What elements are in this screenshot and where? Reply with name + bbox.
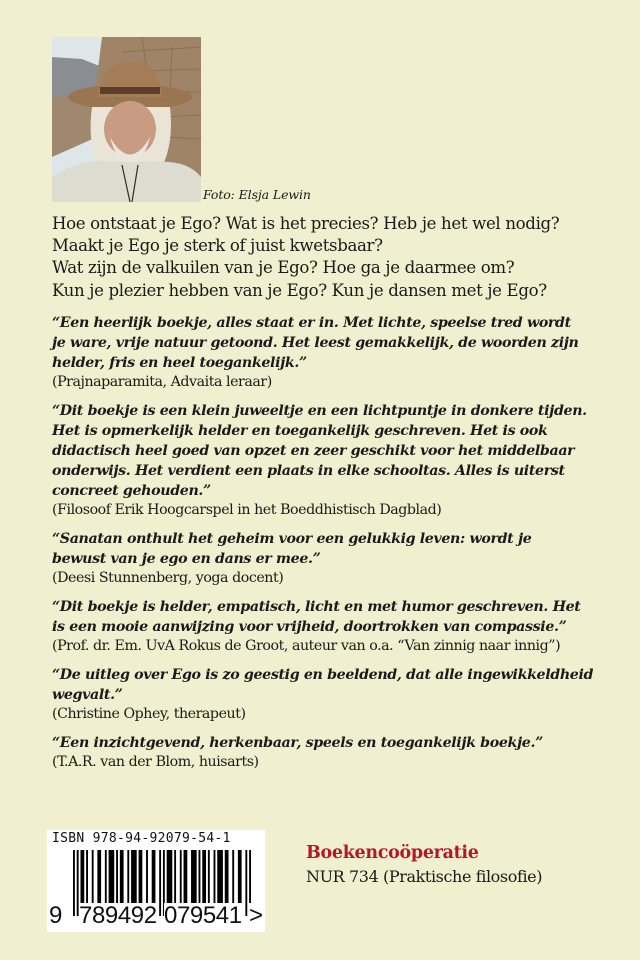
- quote-source: (Christine Ophey, therapeut): [52, 706, 246, 722]
- quote-source: (T.A.R. van der Blom, huisarts): [52, 754, 259, 770]
- quote-line: “Een inzichtgevend, herkenbaar, speels en toegankelijk boekje.”: [52, 735, 543, 751]
- publisher-name: Boekencoöperatie: [306, 843, 479, 863]
- quote-source: (Deesi Stunnenberg, yoga docent): [52, 570, 284, 586]
- quote-source: (Filosoof Erik Hoogcarspel in het Boeddhistisch Dagblad): [52, 502, 442, 518]
- question-line: Wat zijn de valkuilen van je Ego? Hoe ga je daarmee om?: [52, 258, 515, 278]
- quote-source: (Prof. dr. Em. UvA Rokus de Groot, auteur van o.a. “Van zinnig naar innig”): [52, 638, 561, 654]
- quote-line: Het is opmerkelijk helder en toegankelijk geschreven. Het is ook: [52, 423, 548, 439]
- intro-questions: [52, 213, 612, 302]
- nur-classification: NUR 734 (Praktische filosofie): [306, 867, 543, 886]
- isbn-barcode: [47, 830, 265, 932]
- quote-text: [52, 597, 617, 637]
- quote-line: je ware, vrije natuur getoond. Het leest gemakkelijk, de woorden zijn: [52, 335, 579, 351]
- quote-text: [52, 401, 617, 501]
- quote-source: (Prajnaparamita, Advaita leraar): [52, 374, 272, 390]
- barcode-left-digits: 789492: [79, 902, 157, 929]
- photo-credit: Foto: Elsja Lewin: [203, 187, 311, 202]
- quote-line: onderwijs. Het verdient een plaats in elke schooltas. Alles is uiterst: [52, 463, 565, 479]
- quote-line: wegvalt.”: [52, 687, 123, 703]
- quote-text: [52, 665, 617, 705]
- quote-line: “Dit boekje is een klein juweeltje en een lichtpuntje in donkere tijden.: [52, 403, 587, 419]
- quote-text: [52, 529, 617, 569]
- quote-line: concreet gehouden.”: [52, 483, 211, 499]
- question-line: Kun je plezier hebben van je Ego? Kun je dansen met je Ego?: [52, 280, 547, 300]
- author-photo: [52, 37, 201, 202]
- author-portrait-icon: [52, 37, 201, 202]
- quote-line: is een mooie aanwijzing voor vrijheid, doortrokken van compassie.”: [52, 619, 567, 635]
- endorsements: [52, 313, 617, 781]
- endorsement: [52, 313, 617, 392]
- quote-text: [52, 733, 617, 753]
- barcode-digits: [49, 903, 265, 929]
- quote-line: “Dit boekje is helder, empatisch, licht en met humor geschreven. Het: [52, 599, 581, 615]
- endorsement: [52, 597, 617, 656]
- isbn-label: ISBN 978-94-92079-54-1: [52, 831, 231, 846]
- quote-line: bewust van je ego en dans er mee.”: [52, 551, 321, 567]
- barcode-right-digits: 079541: [164, 902, 242, 929]
- quote-line: “Sanatan onthult het geheim voor een gelukkig leven: wordt je: [52, 531, 532, 547]
- quote-text: [52, 313, 617, 373]
- question-line: Maakt je Ego je sterk of juist kwetsbaar?: [52, 236, 383, 256]
- quote-line: helder, fris en heel toegankelijk.”: [52, 355, 307, 371]
- endorsement: [52, 733, 617, 772]
- quote-line: “Een heerlijk boekje, alles staat er in. Met lichte, speelse tred wordt: [52, 315, 571, 331]
- barcode-first-digit: 9: [49, 902, 63, 929]
- question-line: Hoe ontstaat je Ego? Wat is het precies? Heb je het wel nodig?: [52, 214, 560, 233]
- endorsement: [52, 401, 617, 520]
- endorsement: [52, 665, 617, 724]
- barcode-quiet-zone-marker: >: [249, 902, 264, 929]
- quote-line: “De uitleg over Ego is zo geestig en beeldend, dat alle ingewikkeldheid: [52, 667, 594, 683]
- endorsement: [52, 529, 617, 588]
- quote-line: didactisch heel goed van opzet en zeer geschikt voor het middelbaar: [52, 443, 575, 459]
